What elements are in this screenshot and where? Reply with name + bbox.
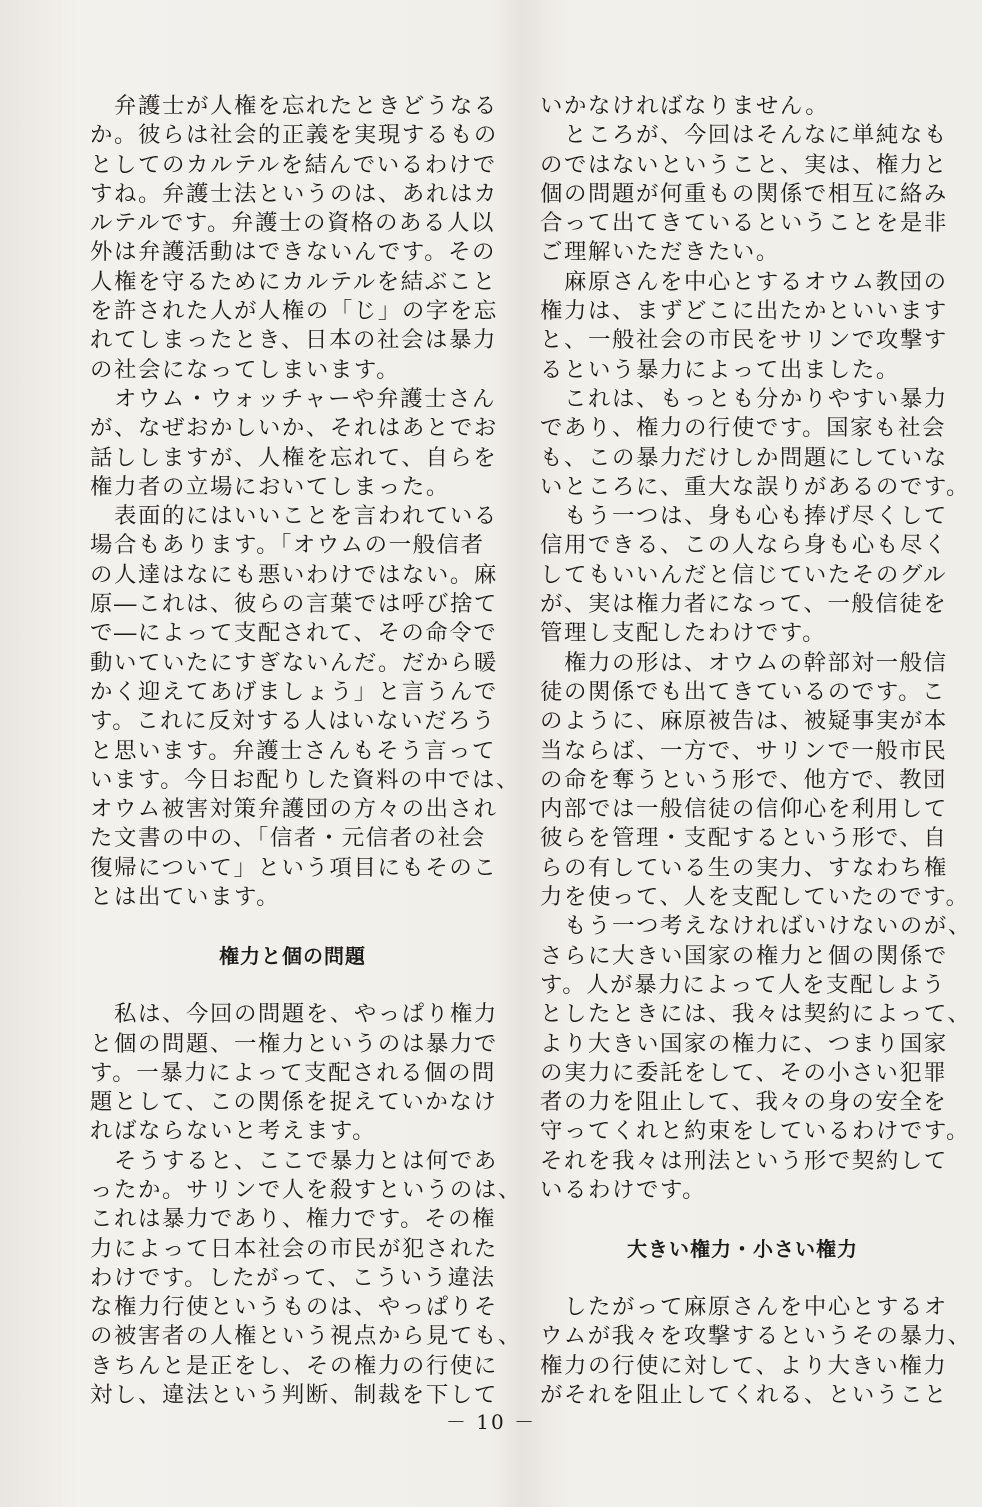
text-line: のように、麻原被告は、被疑事実が本 [540,708,948,735]
text-line: 権力の形は、オウムの幹部対一般信 [540,649,948,676]
text-line: 復帰について」という項目にもそのこ [90,854,498,881]
text-line: 内部では一般信徒の信仰心を利用して [540,796,948,823]
text-line: 対し、違法という判断、制裁を下して [90,1382,498,1409]
text-line: してもいいんだと信じていたそのグル [540,561,948,588]
text-line: らの有している生の実力、すなわち権 [540,854,948,881]
text-line: 信用できる、この人なら身も心も尽く [540,532,948,559]
text-line: それを我々は刑法という形で契約して [540,1147,948,1174]
text-line: ウムが我々を攻撃するというその暴力、 [540,1323,972,1350]
text-line: としてのカルテルを結んでいるわけで [90,151,497,178]
text-line: であり、権力の行使です。国家も社会 [540,415,947,442]
text-line: 人権を守るためにカルテルを結ぶこと [90,268,497,295]
text-line: 弁護士が人権を忘れたときどうなる [90,93,498,119]
text-line: 権力は、まずどこに出たかといいます [540,298,948,325]
text-line: いるわけです。 [540,1176,707,1203]
text-line: ご理解いただきたい。 [540,239,780,266]
text-line: 力によって日本社会の市民が犯された [90,1235,498,1262]
text-line: と思います。弁護士さんもそう言って [90,737,497,764]
text-line: ったか。サリンで人を殺すというのは、 [90,1176,522,1203]
text-line: 彼らを管理・支配するという形で、自 [540,825,948,852]
spacer [90,971,495,1000]
text-line: 場合もあります。「オウムの一般信者 [90,532,485,559]
text-line: 話ししますが、人権を忘れて、自らを [90,444,498,471]
text-line: オウム被害対策弁護団の方々の出され [90,796,498,823]
text-line: か。彼らは社会的正義を実現するもの [90,122,498,149]
text-line: より大きい国家の権力に、つまり国家 [540,1030,948,1057]
text-line: いかなければなりません。 [540,93,830,119]
text-line: 動いていたにすぎないんだ。だから暖 [90,649,498,676]
paragraph [90,385,498,502]
text-line: これは暴力であり、権力です。その権 [90,1206,497,1233]
text-line: れてしまったとき、日本の社会は暴力 [90,327,497,354]
text-line: 当ならば、一方で、サリンで一般市民 [540,737,948,764]
text-line: いところに、重大な誤りがあるのです。 [540,473,971,500]
text-line: 守ってくれと約束をしているわけです。 [540,1118,971,1145]
text-line: の命を奪うという形で、他方で、教団 [540,766,947,793]
text-line: の人達はなにも悪いわけではない。麻 [90,561,498,588]
text-line: 者の力を阻止して、我々の身の安全を [540,1089,948,1116]
paragraph [540,268,948,385]
text-line: したがって麻原さんを中心とするオ [540,1294,948,1321]
text-line: 権力の行使に対して、より大きい権力 [540,1352,948,1379]
left-column [90,92,522,1410]
paragraph [540,502,948,648]
page-number: － 10 － [445,1410,537,1434]
text-line: で―によって支配されて、その命令で [90,620,498,647]
text-line: これは、もっとも分かりやすい暴力 [540,385,948,412]
text-line: が、なぜおかしいか、それはあとでお [90,415,498,442]
text-line: 合って出てきているということを是非 [540,210,948,237]
text-line: 私は、今回の問題を、やっぱり権力 [90,1001,498,1028]
text-line: 麻原さんを中心とするオウム教団の [540,268,948,295]
paragraph [540,649,970,913]
text-line: す。一暴力によって支配される個の問 [90,1059,497,1086]
paragraph [90,1000,498,1146]
spacer [90,912,495,941]
text-line: ところが、今回はそんなに単純なも [540,122,948,149]
text-line: とは出ています。 [90,884,281,911]
text-line: 原―これは、彼らの言葉では呼び捨て [90,591,498,618]
text-line: もう一つは、身も心も捧げ尽くして [540,503,948,530]
text-line: も、この暴力だけしか問題にしていな [540,444,948,471]
text-line: るという暴力によって出ました。 [540,356,900,383]
text-line: の社会になってしまいます。 [90,356,401,383]
spacer [540,1264,945,1293]
spacer [540,1205,945,1234]
text-line: 権力者の立場においてしまった。 [90,473,450,500]
text-line: を許された人が人権の「じ」の字を忘 [90,298,498,325]
text-line: ルテルです。弁護士の資格のある人以 [90,210,495,237]
text-line: オウム・ウォッチャーや弁護士さん [90,385,497,412]
text-line: す。これに反対する人はいないだろう [90,708,497,735]
section-heading: 大きい権力・小さい権力 [627,1236,858,1261]
text-line: 外は弁護活動はできないんです。その [90,239,497,266]
paragraph [540,92,945,121]
text-line: ればならないと考えます。 [90,1118,377,1145]
text-line: 管理し支配したわけです。 [540,620,827,647]
paragraph [90,92,498,385]
text-line: す。人が暴力によって人を支配しよう [540,971,947,998]
text-line: かく迎えてあげましょう」と言うんで [90,678,498,705]
text-line: の実力に委託をして、その小さい犯罪 [540,1059,948,1086]
text-line: きちんと是正をし、その権力の行使に [90,1352,498,1379]
paragraph [90,1147,522,1411]
text-line: た文書の中の、「信者・元信者の社会 [90,825,486,852]
text-line: の被害者の人権という視点から見ても、 [90,1323,522,1350]
text-line: 徒の関係でも出てきているのです。こ [540,678,947,705]
paragraph [540,121,948,267]
text-line: 題として、この関係を捉えていかなけ [90,1089,498,1116]
text-line: そうすると、ここで暴力とは何であ [90,1147,498,1174]
text-line: と、一般社会の市民をサリンで攻撃す [540,327,948,354]
text-line: わけです。したがって、こういう違法 [90,1264,496,1291]
text-line: 個の問題が何重もの関係で相互に絡み [540,180,948,207]
text-line: な権力行使というものは、やっぱりそ [90,1294,498,1321]
text-line: 表面的にはいいことを言われている [90,503,498,530]
text-line: 力を使って、人を支配していたのです。 [540,884,970,911]
paragraph [540,1293,972,1410]
text-line: さらに大きい国家の権力と個の関係で [540,942,948,969]
paragraph [540,385,971,502]
paragraph [540,912,972,1205]
text-line: すね。弁護士法というのは、あれはカ [90,180,498,207]
text-line: としたときには、我々は契約によって、 [540,1001,972,1028]
right-column [540,92,972,1410]
text-line: と個の問題、一権力というのは暴力で [90,1030,498,1057]
text-line: が、実は権力者になって、一般信徒を [540,591,948,618]
text-line: のではないということ、実は、権力と [540,151,948,178]
text-line: います。今日お配りした資料の中では、 [90,766,521,793]
text-line: もう一つ考えなければいけないのが、 [540,913,972,940]
text-line: がそれを阻止してくれる、ということ [540,1382,948,1409]
paragraph [90,502,521,912]
section-heading: 権力と個の問題 [219,943,366,968]
